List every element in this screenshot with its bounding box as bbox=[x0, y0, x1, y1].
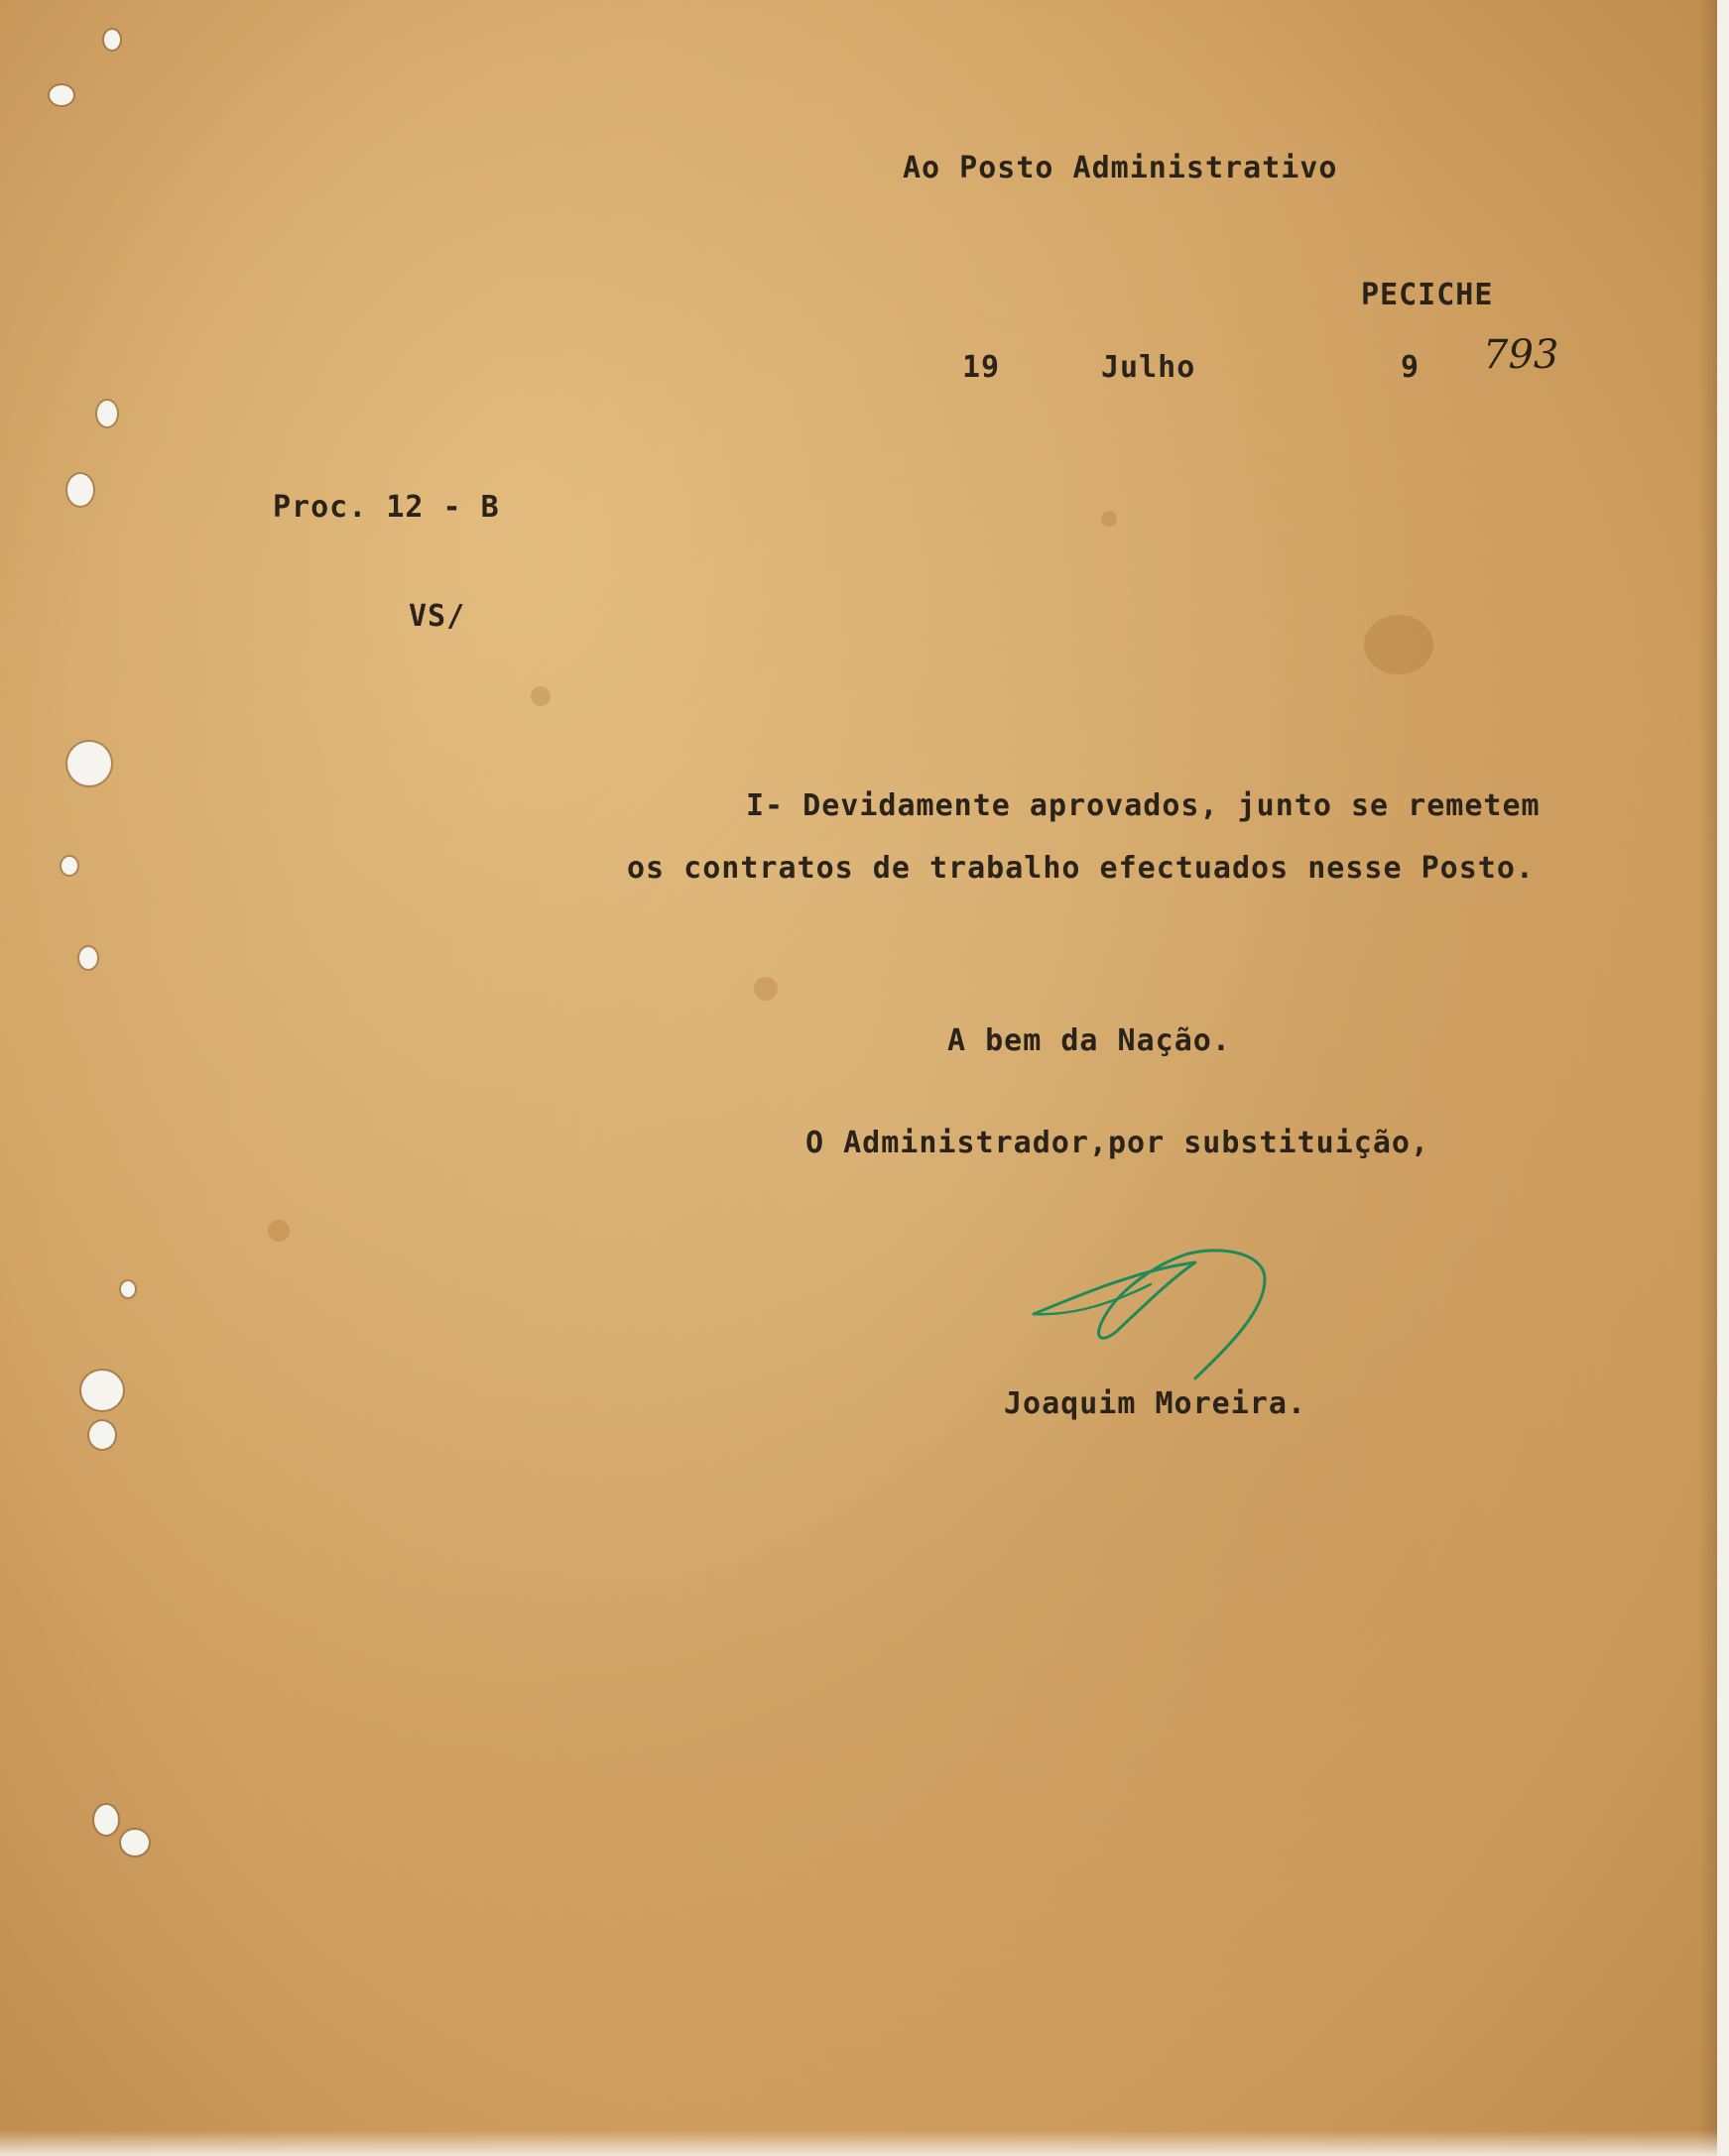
paper-stain bbox=[268, 1220, 290, 1242]
signatory-name: Joaquim Moreira. bbox=[1004, 1386, 1306, 1421]
scan-margin-right bbox=[1717, 0, 1729, 2156]
date-year-typed: 9 bbox=[1401, 350, 1420, 385]
scan-margin-bottom bbox=[0, 2130, 1729, 2156]
paper-stain bbox=[754, 977, 778, 1001]
punch-hole bbox=[67, 474, 93, 506]
punch-hole bbox=[81, 1371, 123, 1410]
handwritten-signature bbox=[1022, 1245, 1280, 1383]
punch-hole bbox=[79, 947, 97, 969]
date-month: Julho bbox=[1101, 350, 1196, 385]
body-line-1: I- Devidamente aprovados, junto se remetem bbox=[746, 788, 1541, 823]
punch-hole bbox=[121, 1830, 149, 1856]
punch-hole bbox=[121, 1281, 135, 1297]
punch-hole bbox=[104, 30, 120, 50]
punch-hole bbox=[97, 401, 117, 426]
body-line-2: os contratos de trabalho efectuados nesse Posto. bbox=[627, 851, 1535, 886]
paper-stain bbox=[531, 686, 551, 706]
punch-hole bbox=[50, 85, 73, 105]
paper-stain bbox=[1364, 615, 1433, 674]
paper-stain bbox=[1101, 511, 1117, 527]
punch-hole bbox=[94, 1805, 118, 1835]
punch-hole bbox=[67, 742, 111, 785]
date-day: 19 bbox=[962, 350, 1001, 385]
recipient-line: Ao Posto Administrativo bbox=[903, 151, 1338, 185]
typist-initials: VS/ bbox=[409, 599, 466, 634]
place-name: PECICHE bbox=[1361, 278, 1494, 312]
date-year-handwritten: 793 bbox=[1483, 332, 1559, 378]
signatory-title: O Administrador,por substituição, bbox=[805, 1126, 1430, 1160]
process-reference: Proc. 12 - B bbox=[273, 490, 500, 525]
punch-hole bbox=[89, 1421, 115, 1449]
punch-hole bbox=[62, 857, 77, 875]
salutation: A bem da Nação. bbox=[947, 1023, 1231, 1058]
